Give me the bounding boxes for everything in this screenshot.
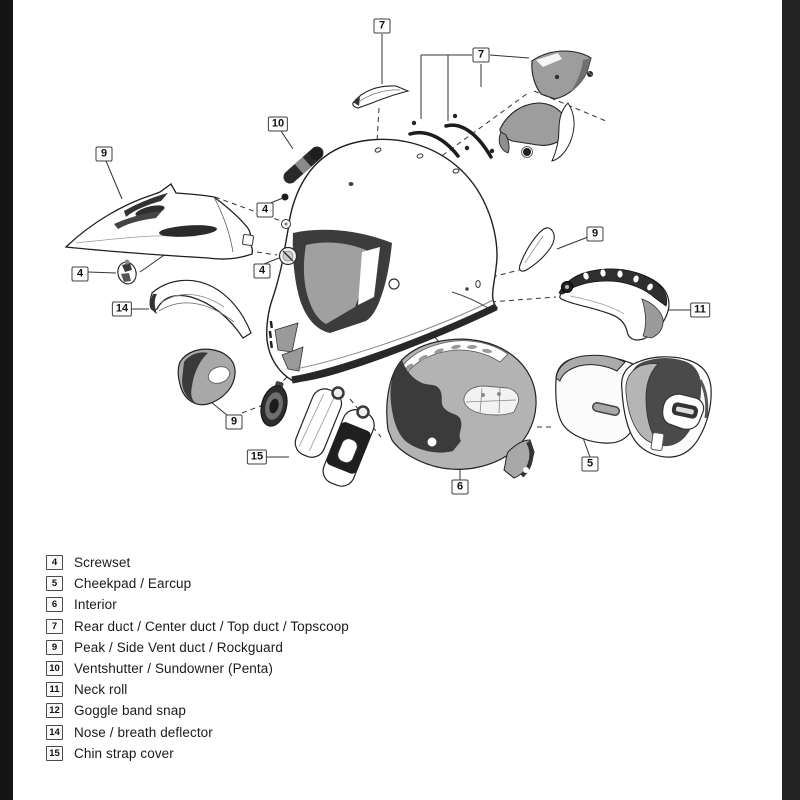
- callout-box-5: 5: [582, 457, 599, 472]
- interior-liner: [387, 339, 536, 478]
- legend-label: Ventshutter / Sundowner (Penta): [74, 661, 273, 677]
- callout-box-9-peak: 9: [96, 147, 113, 162]
- legend-num-box: 9: [46, 640, 63, 655]
- legend-num-box: 4: [46, 555, 63, 570]
- legend-num-box: 10: [46, 661, 63, 676]
- callout-box-15: 15: [247, 450, 267, 465]
- legend-label: Neck roll: [74, 682, 128, 698]
- legend-label: Goggle band snap: [74, 703, 186, 719]
- legend-item-12: [46, 700, 666, 721]
- legend-num-box: 5: [46, 576, 63, 591]
- callout-box-9-rockguard: 9: [226, 415, 243, 430]
- callout-box-14: 14: [112, 302, 132, 317]
- callout-box-4-clip: 4: [72, 267, 89, 282]
- neck-roll: [559, 269, 669, 340]
- legend-label: Chin strap cover: [74, 745, 174, 761]
- legend-num-box: 11: [46, 682, 63, 697]
- legend-item-15: [46, 743, 666, 764]
- left-edge-bar: [0, 0, 13, 800]
- chin-strap-covers: [291, 385, 378, 490]
- goggle-band-snap: [257, 379, 292, 429]
- callout-box-7-right: 7: [473, 48, 490, 63]
- legend-item-7: [46, 616, 666, 637]
- right-edge-bar: [782, 0, 800, 800]
- legend-label: Peak / Side Vent duct / Rockguard: [74, 639, 283, 655]
- legend-label: Cheekpad / Earcup: [74, 576, 192, 592]
- callout-box-6: 6: [452, 480, 469, 495]
- side-vent-blade: [519, 228, 554, 271]
- callout-box-4-washer: 4: [257, 203, 274, 218]
- legend-num-box: 14: [46, 725, 63, 740]
- callout-box-11: 11: [690, 303, 710, 318]
- cheekpad-right: [622, 357, 712, 457]
- legend-num-box: 7: [46, 619, 63, 634]
- legend-item-9: [46, 637, 666, 658]
- grommet: [282, 194, 289, 201]
- legend-num-box: 6: [46, 597, 63, 612]
- legend-item-5: [46, 573, 666, 594]
- legend-item-6: [46, 594, 666, 615]
- nose-deflector: [150, 280, 251, 338]
- top-duct: [353, 86, 408, 108]
- pivot-hole: [389, 279, 399, 289]
- legend-label: Screwset: [74, 555, 131, 571]
- peak: [66, 184, 254, 259]
- callout-box-4-screw: 4: [254, 264, 271, 279]
- legend-num-box: 12: [46, 703, 63, 718]
- legend-label: Nose / breath deflector: [74, 724, 213, 740]
- screw-clip: [115, 260, 138, 286]
- rockguard: [178, 349, 235, 405]
- callout-box-10: 10: [268, 117, 288, 132]
- callout-box-9-sidevent: 9: [587, 227, 604, 242]
- legend-num-box: 15: [46, 746, 63, 761]
- legend-item-10: [46, 658, 666, 679]
- legend-label: Interior: [74, 597, 117, 613]
- callout-box-7-top: 7: [374, 19, 391, 34]
- legend-item-14: [46, 722, 666, 743]
- legend-item-4: [46, 552, 666, 573]
- legend-label: Rear duct / Center duct / Top duct / Topscoop: [74, 618, 349, 634]
- legend-item-11: [46, 679, 666, 700]
- legend: [46, 552, 666, 764]
